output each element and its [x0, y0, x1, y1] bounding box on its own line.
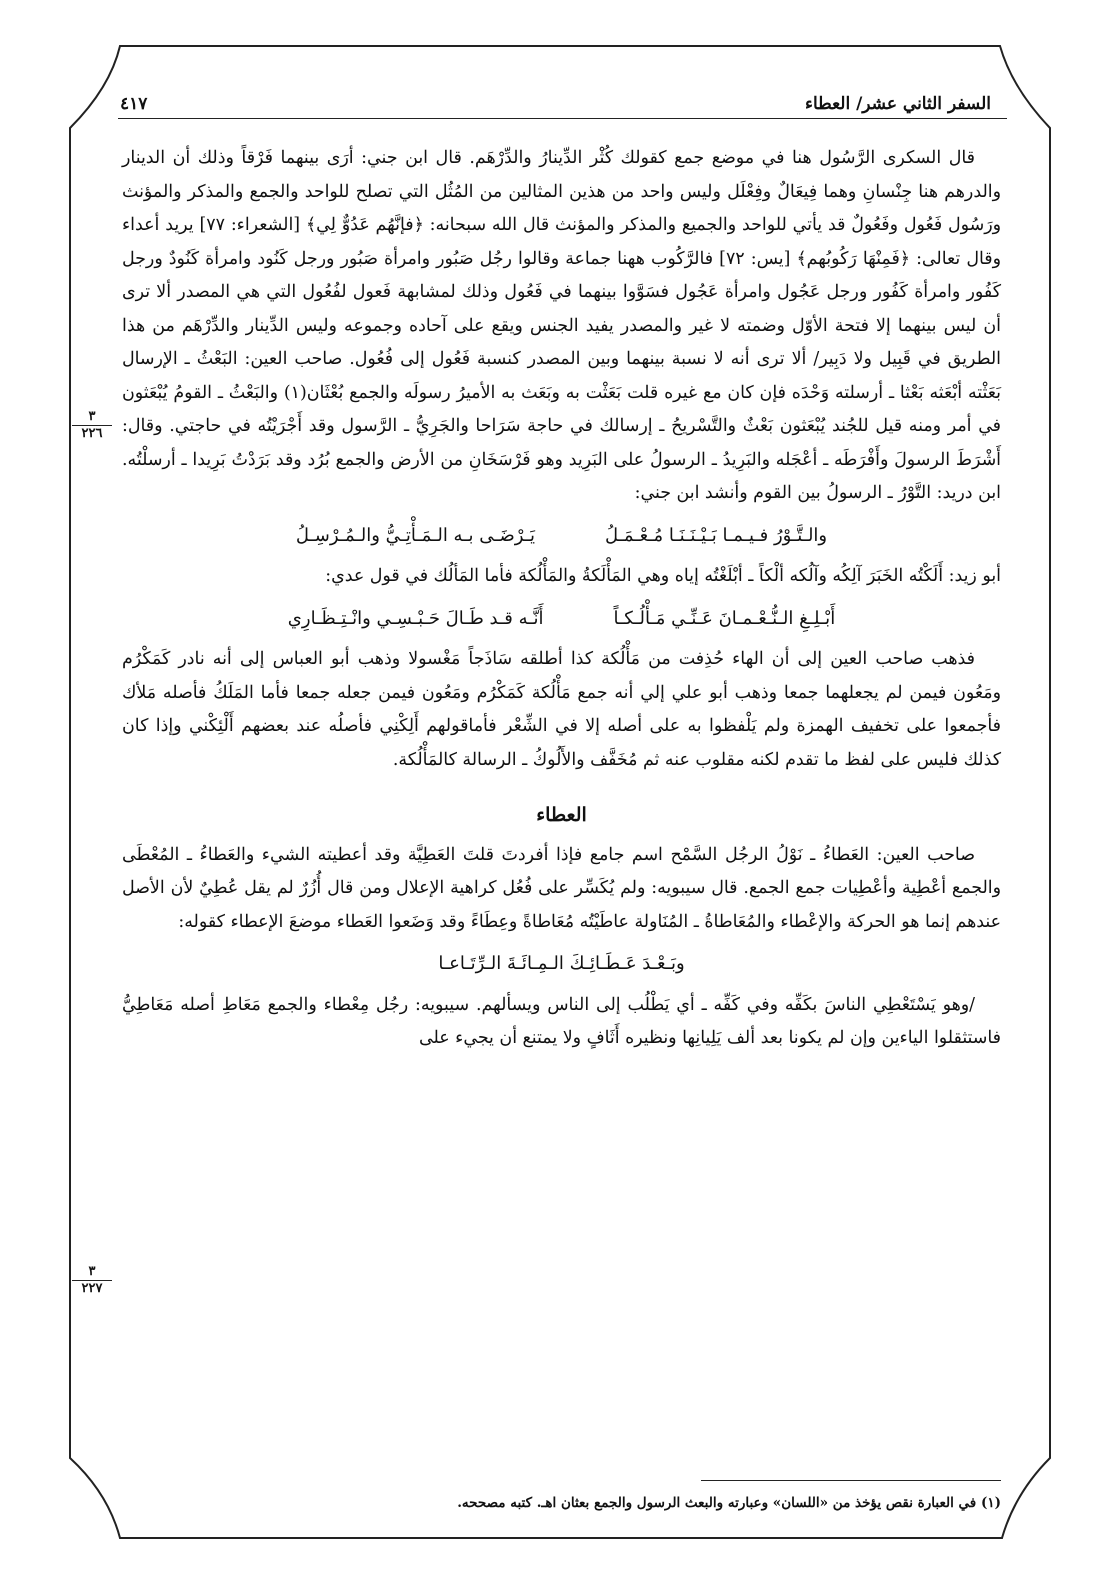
margin-reference: [72, 410, 112, 441]
footnote: (١) في العبارة نقص يؤخذ من «اللسان» وعبارته والبعث الرسول والجمع بعثان اهـ. كتبه مصححه.: [457, 1495, 1001, 1511]
section-title: العطاء: [536, 804, 587, 826]
verse-hemistich-second: أَنَّـه قـد طَـالَ حَـبْـسِـي وانْـتِـظَـارِي: [287, 607, 544, 629]
running-title: السفر الثاني عشر/ العطاء: [804, 94, 991, 114]
margin-ref-page: ٢٢٦: [81, 426, 103, 441]
footnote-rule: [701, 1480, 1001, 1481]
verse-line: [122, 947, 1001, 981]
main-text: [122, 142, 1001, 1056]
paragraph: /وهو يَسْتَعْطِي الناسَ بكَفِّه وفي كَفِّه ـ أي يَطْلُب إلى الناس ويسألهم. سيبويه: رجُل مِعْطاء والجمع مَعَاطِ أصله مَعَاطِيُّ فاستثقلوا الياءين وإن لم يكونا بعد ألف يَلِيانِها ونظيره أَثَافٍ ولا يمتنع أن يجيء على: [122, 994, 1001, 1048]
verse-hemistich-second: يَـرْضَـى بـه الـمَـأْتِـيُّ والـمُـرْسِـلُ: [295, 524, 535, 546]
margin-ref-page: ٢٢٧: [81, 1281, 103, 1296]
running-header: [120, 84, 991, 114]
verse-hemistich-first: أَبْـلِـغِ الـنُّـعْـمـانَ عَـنِّـي مَـأْلُـكـاً: [613, 607, 836, 629]
paragraph: فذهب صاحب العين إلى أن الهاء حُذِفت من مَأْلُكة كذا أطلقه سَاذَجاً مَغْسولا وذهب أبو العباس إلى أنه نادر كَمَكْرُم ومَعُون فيمن لم يجعلهما جمعا وذهب أبو علي إلي أنه جمع مَأْلُكة كَمَكْرُم ومَعُون فيمن جعله جمعا فأما المَلَكُ فأصله مَلأك فأجمعوا على تخفيف الهمزة ولم يَلْفظوا به على أصله إلا في الشِّعْر فأماقولهم أَلِكْنِي فأصلُه عند بعضهم أَلْئِكْني وإذا كان كذلك فليس على لفظ ما تقدم لكنه مقلوب عنه ثم مُخَفَّف والأَلُوكُ ـ الرسالة كالمَأْلُكة.: [122, 649, 1001, 770]
margin-ref-volume: ٣: [72, 1265, 112, 1281]
page-number: ٤١٧: [120, 94, 148, 114]
verse-line: [122, 602, 1001, 636]
paragraph: أبو زيد: أَلَكْتُه الخَبَرَ آلِكُه وآلُكه ألْكاً ـ أبْلَغْتُه إياه وهي المَأْلَكةُ والمَأْلُكة فأما المَألُك في قول عدي:: [325, 566, 1001, 586]
margin-ref-volume: ٣: [72, 410, 112, 426]
verse-hemistich-first: والـتَّـوْرُ فـيـمـا بَـيْـنَـنَـا مُـعْـمَـلُ: [605, 524, 828, 546]
verse-line: [122, 519, 1001, 553]
paragraph: صاحب العين: العَطاءُ ـ نَوْلُ الرجُل السَّمْح اسم جامع فإذا أفردتَ قلتَ العَطِيَّة وقد أعطيته الشيء والعَطاءُ ـ المُعْطَى والجمع أعْطِية وأعْطِيات جمع الجمع. قال سيبويه: ولم يُكَسِّر على فُعُل كراهية الإعلال ومن قال أُزُرٌ لم يقل عُطِيٌ لأن الأصل عندهم إنما هو الحركة والإعْطاء والمُعَاطاةُ ـ المُنَاولة عاطَيْتُه مُعَاطاةً وعِطَاءً وقد وَضَعوا العَطاء موضعَ الإعطاء كقوله:: [122, 844, 1001, 932]
header-rule: [118, 118, 1007, 119]
paragraph: قال السكرى الرَّسُول هنا في موضع جمع كقولك كُثْر الدِّينارُ والدِّرْهَم. قال ابن جني: أرَى بينهما فَرْقاً وذلك أن الدينار والدرهم هنا جِنْسانِ وهما فِيعَالٌ وفِعْلَل وليس واحد من هذين المثالين من المُثُل التي تصلح للواحد والجمع والمذكر والمؤنث ورَسُول فَعُول وفَعُولٌ قد يأتي للواحد والجميع والمذكر والمؤنث قال الله سبحانه: ﴿فإنَّهُم عَدُوٌّ لِي﴾ [الشعراء: ٧٧] يريد أعداء وقال تعالى: ﴿فَمِنْهَا رَكُوبُهم﴾ [يس: ٧٢] فالرَّكُوب ههنا جماعة وقالوا رجُل صَبُور وامرأة صَبُور ورجل كَنُود وامرأة كَنُودٌ ورجل كَفُور وامرأة كَفُور ورجل عَجُول وامرأة عَجُول فسَوَّوا بينهما في فَعُول وذلك لمشابهة فَعول لفُعُول التي هي المصدر ألا ترى أن ليس بينهما إلا فتحة الأوّل وضمته لا غير والمصدر يفيد الجنس ويقع على آحاده وجموعه وليس الدِّينار والدِّرْهَم من هذا الطريق في قَبِيل ولا دَبِير/ ألا ترى أنه لا نسبة بينهما وبين المصدر كنسبة فَعُول إلى فُعُول. صاحب العين: البَعْثُ ـ الإرسال بَعَثْته أبْعَثه بَعْثا ـ أرسلته وَحْدَه فإن كان مع غيره قلت بَعَثْت به وبَعَث به الأميرُ رسولَه والجمع بُعْثَان(١) والبَعْثُ ـ القومُ يُبْعَثون في أمر ومنه قيل للجُند يُبْعَثون بَعْثٌ والتَّسْريحُ ـ إرسالك في حاجة سَرَاحا والجَرِيُّ ـ الرَّسول وقد أَجْرَيْتُه في حاجتي. وقال: أَشْرَطَ الرسولَ وأَفْرَطَه ـ أعْجَله والبَرِيدُ ـ الرسولُ على البَرِيد وهو فَرْسَخَانِ من الأرض والجمع بُرُد وقد بَرَدْتُ بَرِيدا ـ أرسلْتُه. ابن دريد: التَّوْرُ ـ الرسولُ بين القوم وأنشد ابن جني:: [122, 148, 1002, 503]
verse-hemistich: وبَـعْـدَ عَـطَـائِـكَ الـمِـائَـةَ الـرِّتَـاعـا: [438, 953, 685, 974]
margin-reference: [72, 1265, 112, 1296]
